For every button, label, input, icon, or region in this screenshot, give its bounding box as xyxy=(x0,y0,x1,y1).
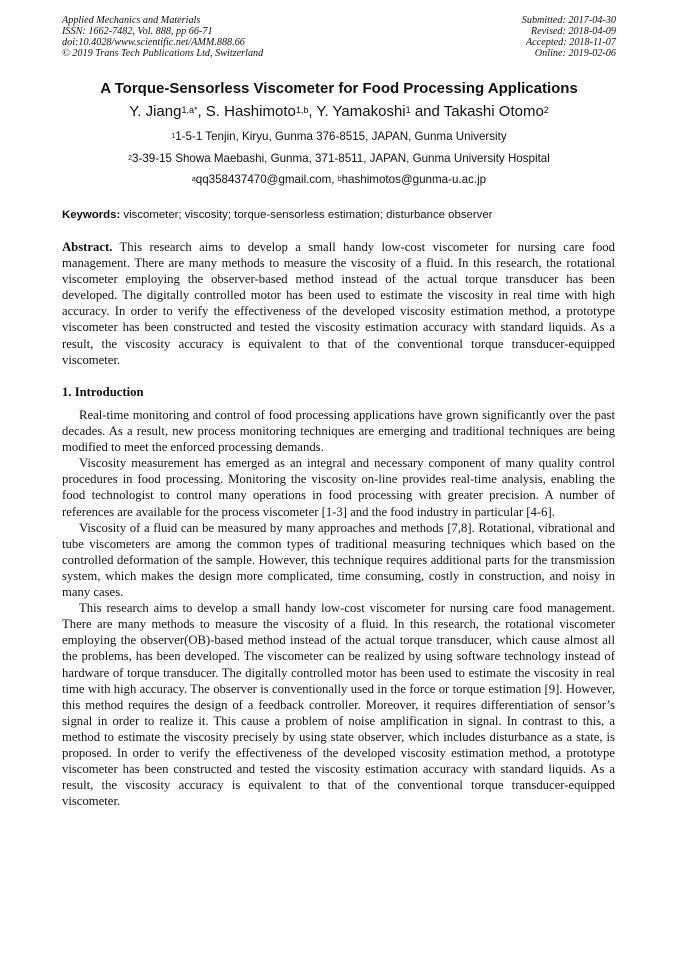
author-affiliation-mark: 1,b xyxy=(295,104,309,115)
author-affiliation-mark: 1 xyxy=(405,104,411,115)
dates-info xyxy=(522,15,616,59)
paragraph: Real-time monitoring and control of food processing applications have grown significantly over the past decades. As a result, new process monitoring techniques are emerging and traditional techniques are being modified to meet the enforced processing demands. xyxy=(62,408,615,455)
paragraph: This research aims to develop a small handy low-cost viscometer for nursing care food management. There are many methods to measure the viscosity of a fluid. In this research, the rotational viscometer employing the observer(OB)-based method instead of the actual torque transducer, which cause almost all the problems, has been developed. The viscometer can be realized by using software technology instead of hardware of torque transducer. The digitally controlled motor has been used to estimate the viscosity in real time with high accuracy. The observer is conventionally used in the force or torque estimation [9]. However, this method requires the design of a feedback controller. Moreover, it requires differentiation of sensor’s signal in order to realize it. This cause a problem of noise amplification in signal. In contrast to this, a method to estimate the viscosity precisely by using state observer, which includes disturbance as a state, is proposed. In order to verify the effectiveness of the developed viscosity estimation method, a prototype viscometer has been constructed and tested the viscosity estimation accuracy with standard liquids. As a result, the viscosity accuracy is equivalent to that of the conventional torque transducer-equipped viscometer. xyxy=(62,601,615,809)
affiliation-2 xyxy=(40,152,638,166)
revised-date: Revised: 2018-04-09 xyxy=(530,26,616,37)
paragraph: Viscosity of a fluid can be measured by many approaches and methods [7,8]. Rotational, vibrational and tube viscometers are among the common types of traditional measuring techniques which based on the controlled deformation of the sample. However, this technique requires additional parts for the transmission system, which makes the design more complicated, time consuming, costly in construction, and noisy in many cases. xyxy=(62,520,615,600)
author-emails xyxy=(40,173,638,187)
submitted-date: Submitted: 2017-04-30 xyxy=(521,15,616,26)
copyright-line: © 2019 Trans Tech Publications Ltd, Switzerland xyxy=(62,48,264,59)
author-name: and Takashi Otomo xyxy=(410,103,544,120)
author-name: Y. Jiang xyxy=(129,103,182,120)
abstract-text: This research aims to develop a small handy low-cost viscometer for nursing care food management. There are many methods to measure the viscosity of a fluid. In this research, the rotational viscometer employing the observer-based method instead of the actual torque transducer has been developed. The digitally controlled motor has been used to estimate the viscosity in real time with high accuracy. In order to verify the effectiveness of the developed viscosity estimation method, a prototype viscometer has been constructed and tested the viscosity estimation accuracy with standard liquids. As a result, the viscosity accuracy is equivalent to that of the conventional torque transducer-equipped viscometer. xyxy=(62,240,615,367)
journal-name: Applied Mechanics and Materials xyxy=(62,15,201,26)
section-heading: 1. Introduction xyxy=(62,385,144,399)
affiliation-text: 3-39-15 Showa Maebashi, Gunma, 371-8511, JAPAN, Gunma University Hospital xyxy=(132,152,550,165)
author-list xyxy=(40,103,638,121)
paragraph: Viscosity measurement has emerged as an integral and necessary component of many quality control procedures in food processing. Monitoring the viscosity on-line provides real-time analysis, enabling the food technologist to control many operations in food processing with greater precision. A number of references are available for the process viscometer [1-3] and the food industry in particular [4-6]. xyxy=(62,456,615,519)
paper-title: A Torque-Sensorless Viscometer for Food Processing Applications xyxy=(100,80,578,97)
keywords-label: Keywords: xyxy=(62,209,121,221)
author-affiliation-mark: 2 xyxy=(543,104,549,115)
author-name: , S. Hashimoto xyxy=(197,103,296,120)
abstract xyxy=(62,239,615,368)
keywords xyxy=(62,208,616,222)
affiliation-text: 1-5-1 Tenjin, Kiryu, Gunma 376-8515, JAPAN, Gunma University xyxy=(175,130,507,143)
introduction-body xyxy=(62,407,615,809)
affiliation-mark: 2 xyxy=(128,154,133,162)
email-mark: b xyxy=(337,175,342,183)
online-date: Online: 2019-02-06 xyxy=(534,48,616,59)
author-affiliation-mark: 1,a* xyxy=(181,104,198,115)
doi-line[interactable]: doi:10.4028/www.scientific.net/AMM.888.66 xyxy=(62,37,245,48)
keywords-text: viscometer; viscosity; torque-sensorless estimation; disturbance observer xyxy=(120,209,493,221)
affiliation-1 xyxy=(40,130,638,144)
author-name: , Y. Yamakoshi xyxy=(308,103,406,120)
email-link[interactable]: qq358437470@gmail.com, xyxy=(195,173,338,186)
affiliation-mark: 1 xyxy=(171,132,176,140)
abstract-label: Abstract. xyxy=(62,240,113,254)
issn-line: ISSN: 1662-7482, Vol. 888, pp 66-71 xyxy=(62,26,213,37)
journal-info xyxy=(62,15,263,59)
email-mark: a xyxy=(191,175,196,183)
accepted-date: Accepted: 2018-11-07 xyxy=(525,37,616,48)
email-link[interactable]: hashimotos@gunma-u.ac.jp xyxy=(341,173,487,186)
